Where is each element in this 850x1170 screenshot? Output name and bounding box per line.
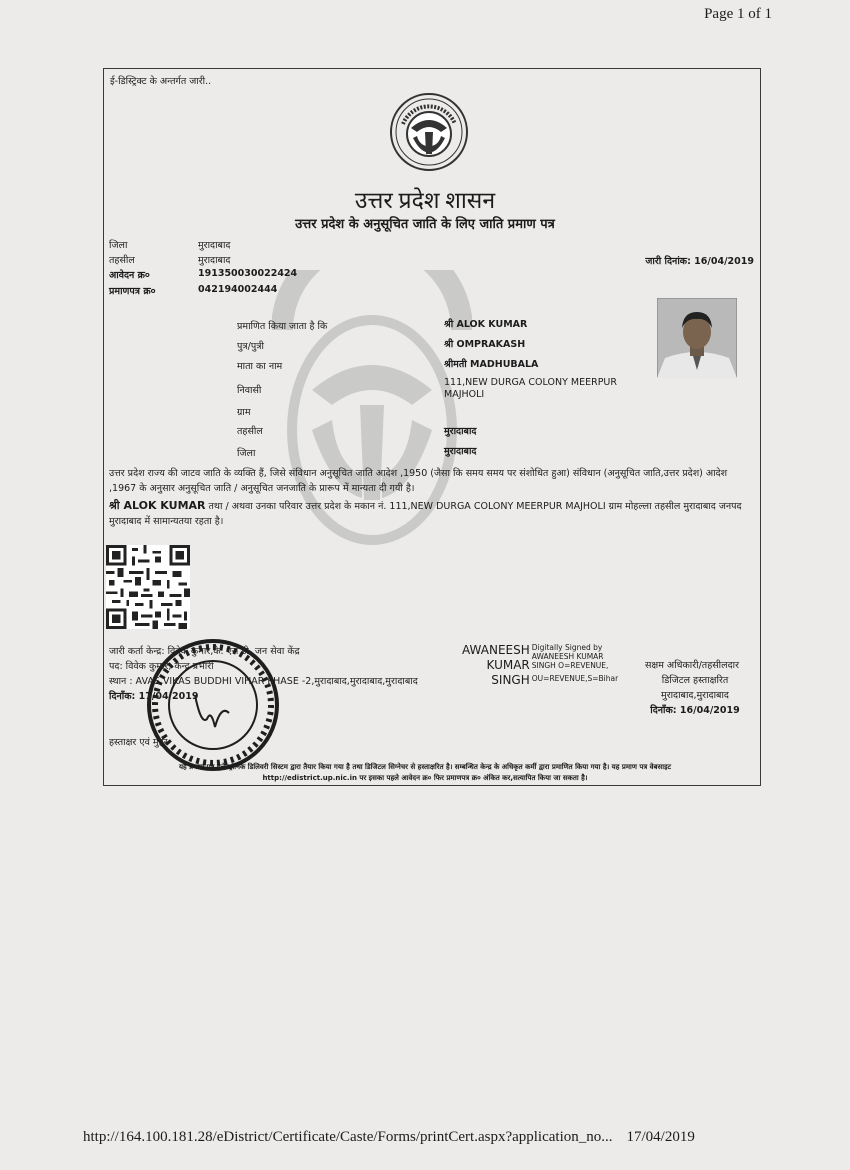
field-district-label: जिला <box>237 448 256 459</box>
signer-name-2: KUMAR <box>486 658 530 672</box>
round-office-stamp-icon <box>143 635 283 775</box>
application-no-value: 191350030022424 <box>198 268 298 279</box>
para-residence-text: तथा / अथवा उनका परिवार उत्तर प्रदेश के मकान नं. 111,NEW DURGA COLONY MEERPUR MAJHOLI ग्राम मोहल्ला तहसील मुरादाबाद जनपद मुरादाबाद में सामान्यतया रहता है। <box>109 501 742 527</box>
issuer-centre: जारी कर्ता केन्द्र: विवेक कुमार,के. एस डी. जन सेवा केंद्र <box>109 646 300 657</box>
field-tehsil-label: तहसील <box>237 426 263 437</box>
authority-block <box>636 658 754 718</box>
print-date: 17/04/2019 <box>626 1129 695 1145</box>
edistrict-note: ई-डिस्ट्रिक्ट के अन्तर्गत जारी.. <box>110 76 212 87</box>
print-url: http://164.100.181.28/eDistrict/Certificate/Caste/Forms/printCert.aspx?application_no... <box>83 1129 613 1145</box>
digital-signature <box>462 643 618 688</box>
certificate-no-label: प्रमाणपत्र क्र० <box>109 286 156 297</box>
authority-digital-signed: डिजिटल हस्ताक्षरित <box>661 675 729 686</box>
residence-paragraph <box>109 498 757 529</box>
up-govt-emblem-icon <box>389 92 469 172</box>
son-daughter-label: पुत्र/पुत्री <box>237 341 264 352</box>
certified-label: प्रमाणित किया जाता है कि <box>237 321 328 332</box>
issuer-date: दिनाँक: 17/04/2019 <box>109 691 199 702</box>
authority-date: दिनाँक: 16/04/2019 <box>650 705 740 716</box>
ds-details-3: OU=REVENUE,S=Bihar <box>531 674 619 683</box>
mother-name: श्रीमती MADHUBALA <box>444 359 539 370</box>
mother-label: माता का नाम <box>237 361 283 372</box>
certificate-title: उत्तर प्रदेश के अनुसूचित जाति के लिए जाति प्रमाण पत्र <box>295 217 555 232</box>
authority-designation: सक्षम अधिकारी/तहसीलदार <box>645 660 739 671</box>
footer-note-line1: यह प्रमाण पत्र इलेक्ट्रॉनिक डिलिवरी सिस्टम द्वारा तैयार किया गया है तथा डिजिटल सिग्नेचर से हस्ताक्षरित है। सम्बन्धित केन्द्र के अधिकृत कर्मी द्वारा प्रमाणित किया गया है। यह प्रमाण पत्र वेबसाइट <box>178 763 672 771</box>
issuer-post: पद: विवेक कुमार, केन्द्र प्रभारी <box>109 661 214 672</box>
application-no-label: आवेदन क्र० <box>109 270 150 281</box>
issuer-place: स्थान : AVAS VIKAS BUDDHI VIHAR PHASE -2,मुरादाबाद,मुरादाबाद,मुरादाबाद <box>109 676 418 687</box>
signer-name-1: AWANEESH <box>462 643 530 657</box>
applicant-photo <box>657 298 737 378</box>
print-url-footer <box>83 1129 695 1146</box>
digitally-signed-by: Digitally Signed by <box>531 643 603 652</box>
applicant-name: श्री ALOK KUMAR <box>444 319 528 330</box>
tehsil-value: मुरादाबाद <box>198 255 231 266</box>
district-label: जिला <box>109 240 128 251</box>
para-applicant-name: श्री ALOK KUMAR <box>109 499 206 512</box>
signer-name-3: SINGH <box>491 673 530 687</box>
page-number: Page 1 of 1 <box>704 6 772 22</box>
resident-label: निवासी <box>237 385 262 396</box>
field-tehsil-value: मुरादाबाद <box>444 426 477 437</box>
certificate-no-value: 042194002444 <box>198 284 278 295</box>
government-title: उत्तर प्रदेश शासन <box>354 188 496 213</box>
issue-date: जारी दिनांक: 16/04/2019 <box>645 256 754 267</box>
caste-declaration-paragraph: उत्तर प्रदेश राज्य की जाटव जाति के व्यक्ति हैं, जिसे संविधान अनुसूचित जाति आदेश ,1950 (जैसा कि समय समय पर संशोधित हुआ) संविधान (अनुसूचित जाति,उत्तर प्रदेश) आदेश ,1967 के अनुसार अनुसूचित जाति / अनुसूचित जनजाति के प्रारूप में मान्यता दी गयी है। <box>109 468 728 494</box>
qr-code-icon <box>106 545 190 629</box>
footer-note-line2: http://edistrict.up.nic.in पर इसका पहले आवेदन क्र० फिर प्रमाणपत्र क्र० अंकित कर,सत्यापित किया जा सकता है। <box>262 774 588 782</box>
resident-address: 111,NEW DURGA COLONY MEERPUR MAJHOLI <box>444 377 617 400</box>
ds-details-1: AWANEESH KUMAR <box>531 652 604 661</box>
ds-details-2: SINGH O=REVENUE, <box>531 661 609 670</box>
tehsil-label: तहसील <box>109 255 135 266</box>
father-name: श्री OMPRAKASH <box>444 339 526 350</box>
district-value: मुरादाबाद <box>198 240 231 251</box>
village-label: ग्राम <box>237 407 251 418</box>
signature-seal-label: हस्ताक्षर एवं मुहर <box>109 737 168 748</box>
authority-place: मुरादाबाद,मुरादाबाद <box>661 690 729 701</box>
field-district-value: मुरादाबाद <box>444 446 477 457</box>
